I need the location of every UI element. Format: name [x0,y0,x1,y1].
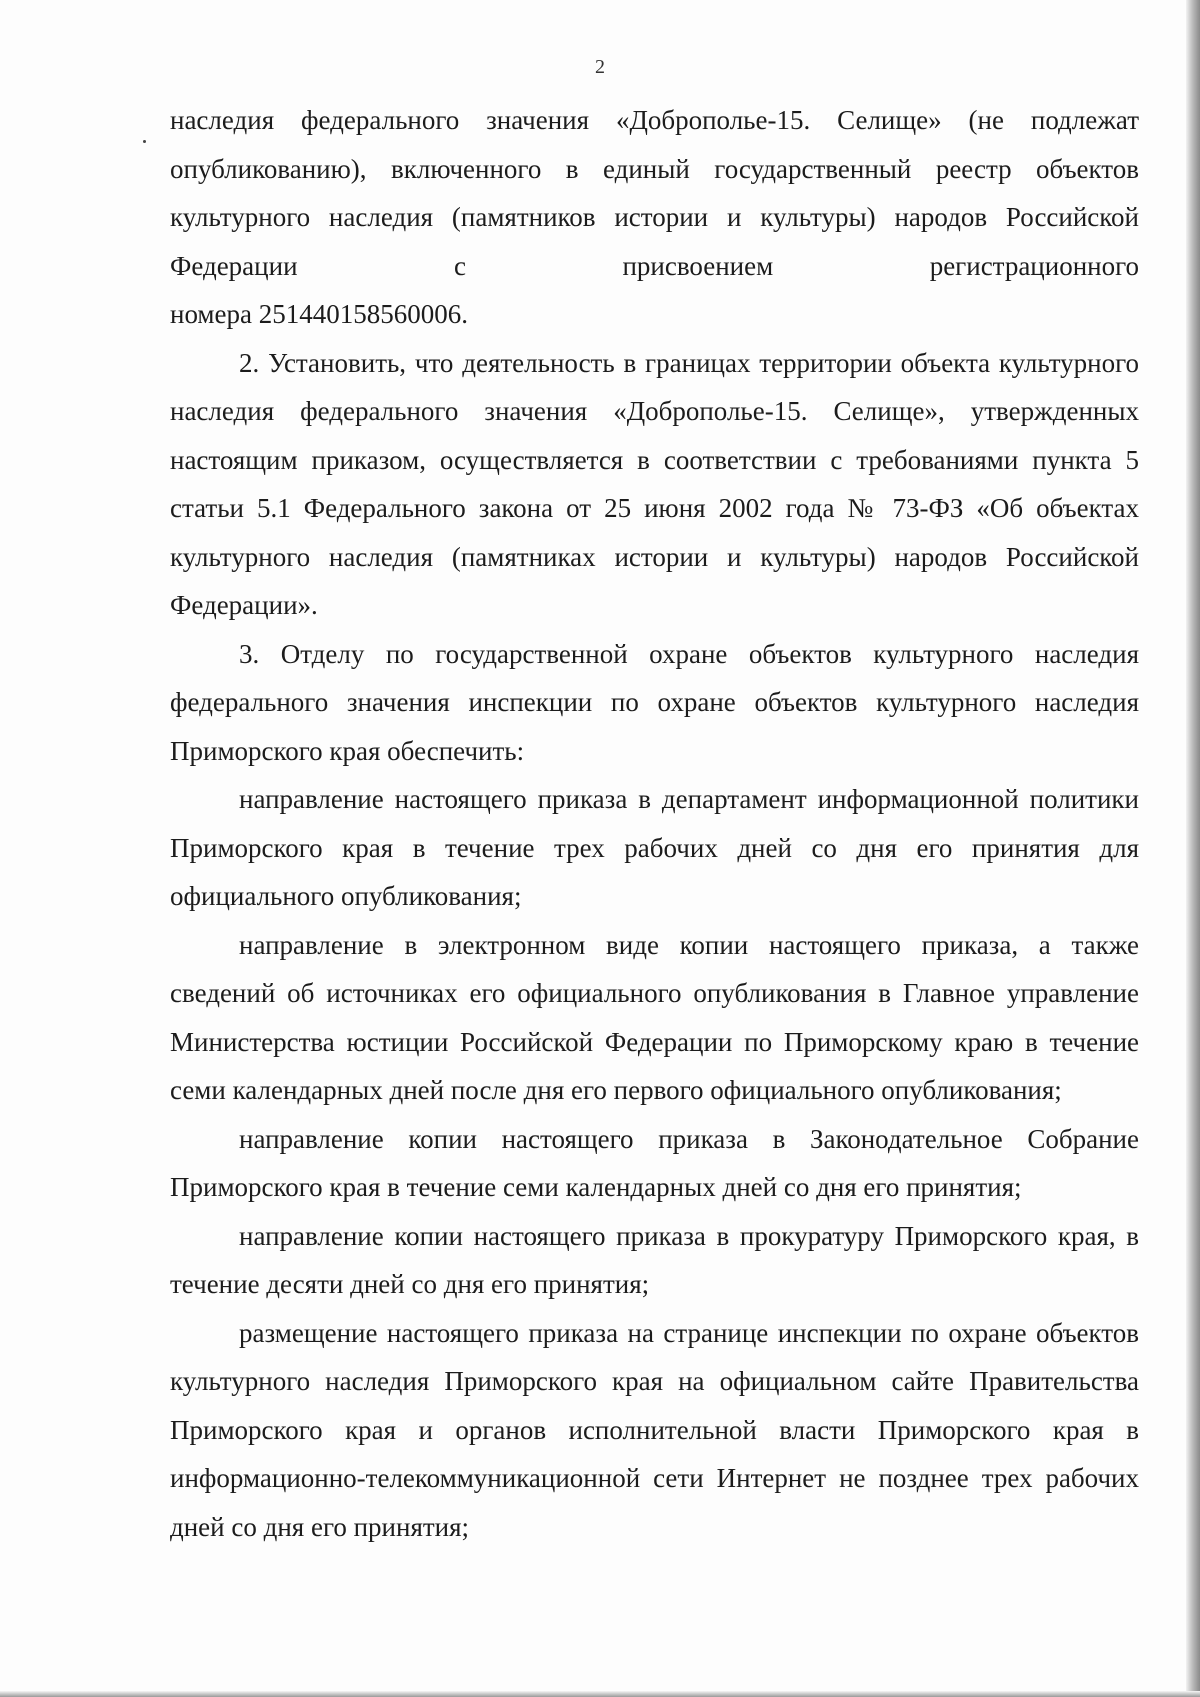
paragraph-subitem-prosecutor: направление копии настоящего приказа в прокуратуру Приморского края, в течение десяти дней со дня его принятия; [170,1220,1139,1299]
paragraph-item-3: 3. Отделу по государственной охране объектов культурного наследия федерального значения инспекции по охране объектов культурного наследия Приморского края обеспечить: [170,638,1139,766]
paragraph-registration-number: номера 251440158560006. [170,299,468,329]
document-body [170,96,1139,1551]
paragraph-subitem-website: размещение настоящего приказа на странице инспекции по охране объектов культурного наследия Приморского края на официальном сайте Правительства Приморского края и органов исполнительной власти Приморского края в информационно-телекоммуникационной сети Интернет не позднее трех рабочих дней со дня его принятия; [170,1317,1139,1542]
paragraph-subitem-ministry-justice: направление в электронном виде копии настоящего приказа, а также сведений об источниках его официального опубликования в Главное управление Министерства юстиции Российской Федерации по Приморскому краю в течение семи календарных дней после дня его первого официального опубликования; [170,929,1139,1105]
paragraph-subitem-legislative-assembly: направление копии настоящего приказа в Законодательное Собрание Приморского края в течение семи календарных дней со дня его принятия; [170,1123,1139,1202]
scan-edge-bottom [0,1691,1200,1697]
scan-edge-right [1186,0,1200,1697]
page-number: 2 [595,56,605,78]
paragraph-continuation: наследия федерального значения «Доброполье-15. Селище» (не подлежат опубликованию), включенного в единый государственный реестр объектов культурного наследия (памятников истории и культуры) народов Российской Федерации с присвоением регистрационного [170,105,1139,281]
paragraph-item-2: 2. Установить, что деятельность в границах территории объекта культурного наследия федерального значения «Доброполье-15. Селище», утвержденных настоящим приказом, осуществляется в соответствии с требованиями пункта 5 статьи 5.1 Федерального закона от 25 июня 2002 года № 73-ФЗ «Об объектах культурного наследия (памятниках истории и культуры) народов Российской Федерации». [170,347,1139,620]
scan-speck [143,140,146,143]
paragraph-subitem-info-policy: направление настоящего приказа в департамент информационной политики Приморского края в течение трех рабочих дней со дня его принятия для официального опубликования; [170,784,1139,911]
